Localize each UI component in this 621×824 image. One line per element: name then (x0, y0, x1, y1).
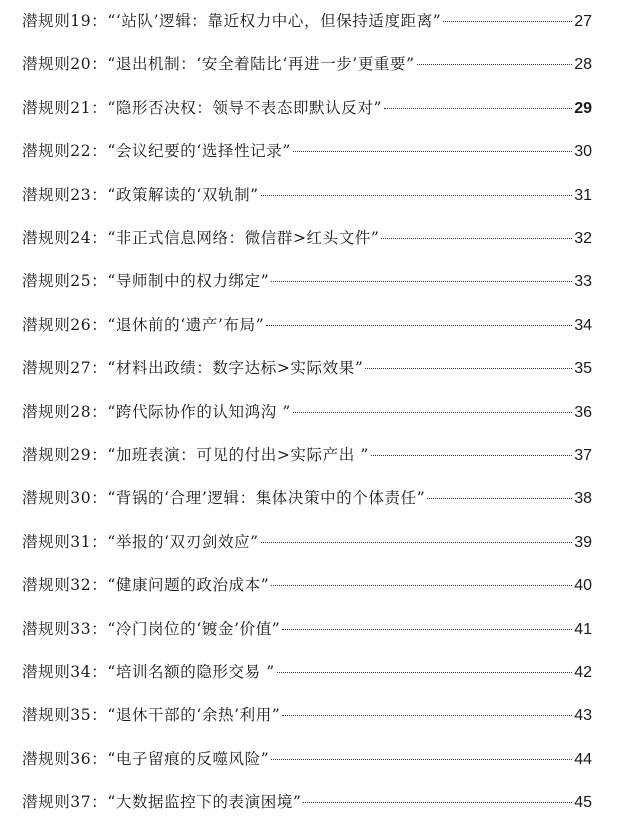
toc-entry-20[interactable] (22, 51, 592, 77)
dot-leader (417, 64, 573, 65)
toc-entry-title: 潜规则30：“背锅的‘合理’逻辑：集体决策中的个体责任” (22, 489, 426, 508)
dot-leader (261, 195, 573, 196)
dot-leader (384, 108, 572, 109)
toc-entry-title: 潜规则26：“退休前的‘遗产’布局” (22, 315, 265, 334)
toc-entry-title: 潜规则37：“大数据监控下的表演困境” (22, 793, 302, 812)
toc-entry-page: 44 (574, 750, 592, 768)
toc-entry-page: 27 (574, 13, 592, 30)
toc-entry-title: 潜规则28：“跨代际协作的认知鸿沟 ” (22, 402, 291, 421)
toc-entry-35[interactable] (22, 702, 592, 728)
dot-leader (277, 672, 572, 673)
toc-entry-page: 42 (574, 664, 592, 681)
toc-entry-25[interactable] (22, 268, 592, 294)
toc-entry-page: 43 (574, 707, 592, 725)
dot-leader (443, 21, 572, 22)
dot-leader (427, 498, 572, 499)
toc-entry-title: 潜规则34：“培训名额的隐形交易 ” (22, 663, 275, 681)
toc-entry-page: 28 (574, 56, 592, 74)
toc-entry-title: 潜规则25：“导师制中的权力绑定” (22, 272, 270, 291)
dot-leader (293, 412, 572, 413)
toc-entry-title: 潜规则35：“退休干部的‘余热’利用” (22, 706, 281, 725)
dot-leader (371, 455, 572, 456)
toc-entry-31[interactable] (22, 529, 592, 555)
toc-entry-page: 30 (574, 143, 592, 161)
toc-entry-34[interactable] (22, 659, 592, 685)
toc-entry-title: 潜规则36：“电子留痕的反噬风险” (22, 749, 270, 768)
toc-entry-page: 41 (574, 620, 592, 638)
toc-entry-title: 潜规则22：“会议纪要的‘选择性记录” (22, 142, 291, 161)
toc-entry-24[interactable] (22, 225, 592, 251)
toc-entry-title: 潜规则24：“非正式信息网络：微信群>红头文件” (22, 229, 380, 247)
dot-leader (282, 629, 572, 630)
toc-entry-23[interactable] (22, 182, 592, 208)
dot-leader (303, 802, 572, 803)
toc-entry-26[interactable] (22, 312, 592, 338)
toc-entry-title: 潜规则21：“隐形否决权：领导不表态即默认反对” (22, 98, 382, 117)
toc-entry-21[interactable] (22, 95, 592, 121)
dot-leader (365, 368, 572, 369)
toc-entry-page: 33 (574, 273, 592, 291)
toc-entry-page: 39 (574, 533, 592, 551)
toc-entry-title: 潜规则33：“冷门岗位的‘镀金’价值” (22, 619, 281, 638)
toc-entry-page: 40 (574, 577, 592, 595)
dot-leader (271, 281, 572, 282)
toc-entry-30[interactable] (22, 485, 592, 511)
toc-entry-29[interactable] (22, 442, 592, 468)
dot-leader (271, 585, 572, 586)
toc-entry-28[interactable] (22, 399, 592, 425)
toc-entry-page: 32 (574, 230, 592, 247)
toc-entry-title: 潜规则19：“‘站队’逻辑：靠近权力中心，但保持适度距离” (22, 12, 442, 30)
toc-entry-page: 35 (574, 360, 592, 378)
toc-entry-page: 31 (574, 186, 592, 204)
toc-entry-19[interactable] (22, 8, 592, 34)
toc-entry-title: 潜规则29：“加班表演：可见的付出>实际产出 ” (22, 446, 369, 464)
toc-entry-page: 45 (574, 794, 592, 812)
toc-entry-page: 34 (574, 316, 592, 334)
toc-entry-title: 潜规则27：“材料出政绩：数字达标>实际效果” (22, 359, 364, 378)
dot-leader (271, 759, 572, 760)
toc-entry-32[interactable] (22, 572, 592, 598)
toc-entry-33[interactable] (22, 616, 592, 642)
toc-entry-37[interactable] (22, 789, 592, 815)
toc-entry-title: 潜规则32：“健康问题的政治成本” (22, 576, 270, 595)
dot-leader (293, 151, 572, 152)
toc-entry-page: 38 (574, 490, 592, 508)
toc-entry-page: 29 (574, 99, 592, 117)
toc-entry-27[interactable] (22, 355, 592, 381)
dot-leader (266, 325, 572, 326)
toc-entry-page: 37 (574, 447, 592, 464)
dot-leader (282, 715, 572, 716)
dot-leader (261, 542, 573, 543)
dot-leader (381, 238, 572, 239)
toc-entry-title: 潜规则23：“政策解读的‘双轨制” (22, 185, 259, 204)
toc-entry-36[interactable] (22, 746, 592, 772)
toc-entry-title: 潜规则20：“退出机制：‘安全着陆比‘再进一步’更重要” (22, 55, 415, 74)
toc-entry-title: 潜规则31：“举报的‘双刃剑效应” (22, 532, 259, 551)
toc-entry-22[interactable] (22, 138, 592, 164)
toc-entry-page: 36 (574, 403, 592, 421)
